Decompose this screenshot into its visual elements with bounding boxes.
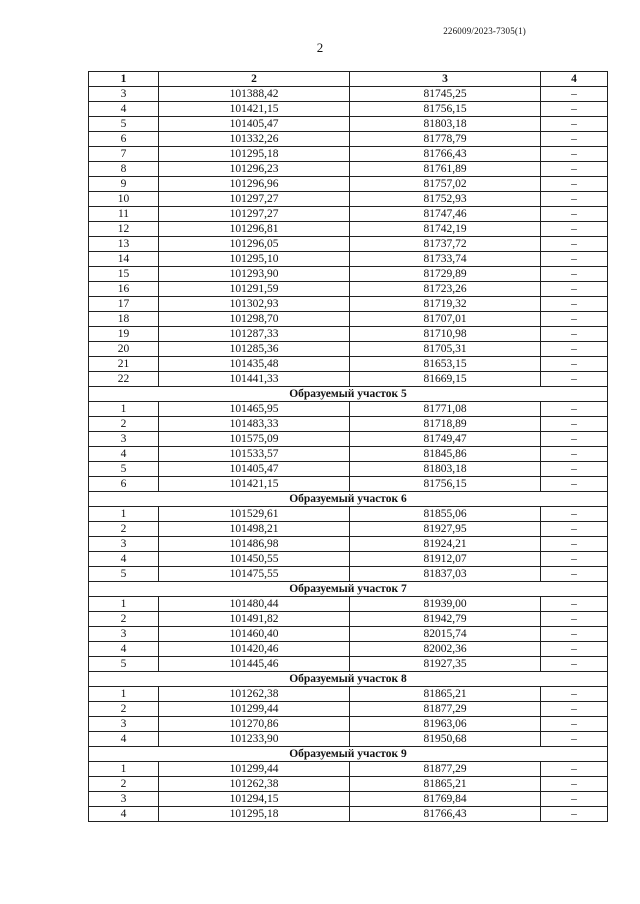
note-cell: – <box>541 552 608 567</box>
x-coordinate-cell: 101421,15 <box>159 102 350 117</box>
note-cell: – <box>541 477 608 492</box>
table-row <box>89 282 608 297</box>
point-number-cell: 3 <box>89 432 159 447</box>
point-number-cell: 5 <box>89 462 159 477</box>
table-row <box>89 537 608 552</box>
note-cell: – <box>541 732 608 747</box>
note-cell: – <box>541 657 608 672</box>
note-cell: – <box>541 792 608 807</box>
section-title: Образуемый участок 6 <box>89 492 608 507</box>
table-row <box>89 702 608 717</box>
x-coordinate-cell: 101529,61 <box>159 507 350 522</box>
y-coordinate-cell: 81705,31 <box>350 342 541 357</box>
x-coordinate-cell: 101475,55 <box>159 567 350 582</box>
y-coordinate-cell: 82015,74 <box>350 627 541 642</box>
y-coordinate-cell: 81912,07 <box>350 552 541 567</box>
point-number-cell: 16 <box>89 282 159 297</box>
point-number-cell: 9 <box>89 177 159 192</box>
y-coordinate-cell: 81950,68 <box>350 732 541 747</box>
x-coordinate-cell: 101270,86 <box>159 717 350 732</box>
x-coordinate-cell: 101296,05 <box>159 237 350 252</box>
section-row <box>89 492 608 507</box>
y-coordinate-cell: 81877,29 <box>350 762 541 777</box>
y-coordinate-cell: 81865,21 <box>350 687 541 702</box>
x-coordinate-cell: 101435,48 <box>159 357 350 372</box>
point-number-cell: 2 <box>89 417 159 432</box>
table-row <box>89 687 608 702</box>
table-row <box>89 612 608 627</box>
y-coordinate-cell: 81707,01 <box>350 312 541 327</box>
note-cell: – <box>541 522 608 537</box>
table-row <box>89 342 608 357</box>
note-cell: – <box>541 612 608 627</box>
section-row <box>89 672 608 687</box>
y-coordinate-cell: 81742,19 <box>350 222 541 237</box>
y-coordinate-cell: 81723,26 <box>350 282 541 297</box>
x-coordinate-cell: 101450,55 <box>159 552 350 567</box>
y-coordinate-cell: 81766,43 <box>350 807 541 822</box>
x-coordinate-cell: 101332,26 <box>159 132 350 147</box>
table-row <box>89 147 608 162</box>
point-number-cell: 1 <box>89 762 159 777</box>
x-coordinate-cell: 101262,38 <box>159 777 350 792</box>
table-row <box>89 192 608 207</box>
table-row <box>89 207 608 222</box>
y-coordinate-cell: 81778,79 <box>350 132 541 147</box>
y-coordinate-cell: 81865,21 <box>350 777 541 792</box>
note-cell: – <box>541 282 608 297</box>
note-cell: – <box>541 192 608 207</box>
y-coordinate-cell: 81942,79 <box>350 612 541 627</box>
y-coordinate-cell: 81877,29 <box>350 702 541 717</box>
note-cell: – <box>541 702 608 717</box>
point-number-cell: 4 <box>89 807 159 822</box>
column-header: 1 <box>89 72 159 87</box>
point-number-cell: 3 <box>89 792 159 807</box>
table-row <box>89 432 608 447</box>
y-coordinate-cell: 81669,15 <box>350 372 541 387</box>
note-cell: – <box>541 447 608 462</box>
y-coordinate-cell: 81803,18 <box>350 117 541 132</box>
point-number-cell: 4 <box>89 102 159 117</box>
table-row <box>89 807 608 822</box>
x-coordinate-cell: 101465,95 <box>159 402 350 417</box>
x-coordinate-cell: 101295,18 <box>159 807 350 822</box>
section-title: Образуемый участок 8 <box>89 672 608 687</box>
note-cell: – <box>541 402 608 417</box>
point-number-cell: 3 <box>89 87 159 102</box>
note-cell: – <box>541 642 608 657</box>
x-coordinate-cell: 101293,90 <box>159 267 350 282</box>
table-body <box>89 87 608 822</box>
note-cell: – <box>541 147 608 162</box>
point-number-cell: 4 <box>89 552 159 567</box>
section-title: Образуемый участок 5 <box>89 387 608 402</box>
point-number-cell: 18 <box>89 312 159 327</box>
column-header: 4 <box>541 72 608 87</box>
point-number-cell: 2 <box>89 702 159 717</box>
x-coordinate-cell: 101262,38 <box>159 687 350 702</box>
x-coordinate-cell: 101460,40 <box>159 627 350 642</box>
x-coordinate-cell: 101299,44 <box>159 702 350 717</box>
x-coordinate-cell: 101575,09 <box>159 432 350 447</box>
point-number-cell: 14 <box>89 252 159 267</box>
y-coordinate-cell: 81757,02 <box>350 177 541 192</box>
table-header-row <box>89 72 608 87</box>
y-coordinate-cell: 81718,89 <box>350 417 541 432</box>
point-number-cell: 1 <box>89 687 159 702</box>
y-coordinate-cell: 81924,21 <box>350 537 541 552</box>
note-cell: – <box>541 102 608 117</box>
section-row <box>89 387 608 402</box>
x-coordinate-cell: 101388,42 <box>159 87 350 102</box>
table-row <box>89 177 608 192</box>
point-number-cell: 3 <box>89 537 159 552</box>
note-cell: – <box>541 627 608 642</box>
section-title: Образуемый участок 7 <box>89 582 608 597</box>
column-header: 2 <box>159 72 350 87</box>
note-cell: – <box>541 342 608 357</box>
note-cell: – <box>541 252 608 267</box>
table-row <box>89 522 608 537</box>
table-row <box>89 357 608 372</box>
point-number-cell: 4 <box>89 732 159 747</box>
y-coordinate-cell: 81855,06 <box>350 507 541 522</box>
note-cell: – <box>541 432 608 447</box>
table-row <box>89 642 608 657</box>
note-cell: – <box>541 132 608 147</box>
y-coordinate-cell: 81769,84 <box>350 792 541 807</box>
point-number-cell: 3 <box>89 717 159 732</box>
table-row <box>89 792 608 807</box>
point-number-cell: 5 <box>89 567 159 582</box>
table-row <box>89 297 608 312</box>
point-number-cell: 1 <box>89 402 159 417</box>
note-cell: – <box>541 507 608 522</box>
x-coordinate-cell: 101498,21 <box>159 522 350 537</box>
y-coordinate-cell: 81745,25 <box>350 87 541 102</box>
y-coordinate-cell: 81803,18 <box>350 462 541 477</box>
y-coordinate-cell: 81747,46 <box>350 207 541 222</box>
x-coordinate-cell: 101405,47 <box>159 117 350 132</box>
x-coordinate-cell: 101480,44 <box>159 597 350 612</box>
y-coordinate-cell: 81653,15 <box>350 357 541 372</box>
y-coordinate-cell: 81837,03 <box>350 567 541 582</box>
x-coordinate-cell: 101483,33 <box>159 417 350 432</box>
point-number-cell: 11 <box>89 207 159 222</box>
point-number-cell: 2 <box>89 522 159 537</box>
document-id: 226009/2023-7305(1) <box>443 26 526 36</box>
point-number-cell: 22 <box>89 372 159 387</box>
x-coordinate-cell: 101296,96 <box>159 177 350 192</box>
x-coordinate-cell: 101295,10 <box>159 252 350 267</box>
y-coordinate-cell: 81939,00 <box>350 597 541 612</box>
point-number-cell: 6 <box>89 477 159 492</box>
table-row <box>89 447 608 462</box>
table-row <box>89 657 608 672</box>
x-coordinate-cell: 101299,44 <box>159 762 350 777</box>
table-row <box>89 117 608 132</box>
y-coordinate-cell: 81756,15 <box>350 477 541 492</box>
point-number-cell: 4 <box>89 642 159 657</box>
point-number-cell: 1 <box>89 507 159 522</box>
note-cell: – <box>541 717 608 732</box>
y-coordinate-cell: 81752,93 <box>350 192 541 207</box>
point-number-cell: 21 <box>89 357 159 372</box>
table-row <box>89 762 608 777</box>
table-row <box>89 132 608 147</box>
table-row <box>89 222 608 237</box>
note-cell: – <box>541 687 608 702</box>
note-cell: – <box>541 87 608 102</box>
x-coordinate-cell: 101298,70 <box>159 312 350 327</box>
x-coordinate-cell: 101441,33 <box>159 372 350 387</box>
section-row <box>89 747 608 762</box>
point-number-cell: 8 <box>89 162 159 177</box>
point-number-cell: 13 <box>89 237 159 252</box>
y-coordinate-cell: 81710,98 <box>350 327 541 342</box>
y-coordinate-cell: 81761,89 <box>350 162 541 177</box>
note-cell: – <box>541 237 608 252</box>
y-coordinate-cell: 81963,06 <box>350 717 541 732</box>
x-coordinate-cell: 101233,90 <box>159 732 350 747</box>
y-coordinate-cell: 81766,43 <box>350 147 541 162</box>
point-number-cell: 20 <box>89 342 159 357</box>
x-coordinate-cell: 101296,81 <box>159 222 350 237</box>
note-cell: – <box>541 762 608 777</box>
table-row <box>89 627 608 642</box>
note-cell: – <box>541 372 608 387</box>
point-number-cell: 6 <box>89 132 159 147</box>
table-row <box>89 267 608 282</box>
table-row <box>89 312 608 327</box>
column-header: 3 <box>350 72 541 87</box>
point-number-cell: 2 <box>89 612 159 627</box>
point-number-cell: 15 <box>89 267 159 282</box>
y-coordinate-cell: 81729,89 <box>350 267 541 282</box>
point-number-cell: 19 <box>89 327 159 342</box>
x-coordinate-cell: 101420,46 <box>159 642 350 657</box>
note-cell: – <box>541 417 608 432</box>
y-coordinate-cell: 81749,47 <box>350 432 541 447</box>
point-number-cell: 12 <box>89 222 159 237</box>
table-row <box>89 402 608 417</box>
y-coordinate-cell: 81737,72 <box>350 237 541 252</box>
point-number-cell: 7 <box>89 147 159 162</box>
note-cell: – <box>541 462 608 477</box>
point-number-cell: 3 <box>89 627 159 642</box>
table-row <box>89 732 608 747</box>
note-cell: – <box>541 777 608 792</box>
table-row <box>89 507 608 522</box>
point-number-cell: 4 <box>89 447 159 462</box>
coordinates-table <box>88 71 608 822</box>
note-cell: – <box>541 117 608 132</box>
x-coordinate-cell: 101296,23 <box>159 162 350 177</box>
note-cell: – <box>541 807 608 822</box>
note-cell: – <box>541 222 608 237</box>
x-coordinate-cell: 101445,46 <box>159 657 350 672</box>
y-coordinate-cell: 81756,15 <box>350 102 541 117</box>
note-cell: – <box>541 597 608 612</box>
y-coordinate-cell: 82002,36 <box>350 642 541 657</box>
x-coordinate-cell: 101491,82 <box>159 612 350 627</box>
section-title: Образуемый участок 9 <box>89 747 608 762</box>
note-cell: – <box>541 357 608 372</box>
note-cell: – <box>541 207 608 222</box>
x-coordinate-cell: 101295,18 <box>159 147 350 162</box>
table-row <box>89 552 608 567</box>
table-row <box>89 567 608 582</box>
table-row <box>89 102 608 117</box>
x-coordinate-cell: 101291,59 <box>159 282 350 297</box>
table-row <box>89 417 608 432</box>
table-row <box>89 87 608 102</box>
table-row <box>89 462 608 477</box>
x-coordinate-cell: 101294,15 <box>159 792 350 807</box>
x-coordinate-cell: 101287,33 <box>159 327 350 342</box>
note-cell: – <box>541 297 608 312</box>
point-number-cell: 5 <box>89 657 159 672</box>
table-row <box>89 252 608 267</box>
page-number: 2 <box>316 40 324 55</box>
x-coordinate-cell: 101421,15 <box>159 477 350 492</box>
table-row <box>89 477 608 492</box>
y-coordinate-cell: 81771,08 <box>350 402 541 417</box>
x-coordinate-cell: 101297,27 <box>159 207 350 222</box>
y-coordinate-cell: 81927,35 <box>350 657 541 672</box>
y-coordinate-cell: 81719,32 <box>350 297 541 312</box>
note-cell: – <box>541 267 608 282</box>
table-row <box>89 717 608 732</box>
note-cell: – <box>541 567 608 582</box>
note-cell: – <box>541 162 608 177</box>
point-number-cell: 1 <box>89 597 159 612</box>
table-row <box>89 237 608 252</box>
point-number-cell: 10 <box>89 192 159 207</box>
x-coordinate-cell: 101297,27 <box>159 192 350 207</box>
y-coordinate-cell: 81927,95 <box>350 522 541 537</box>
y-coordinate-cell: 81733,74 <box>350 252 541 267</box>
x-coordinate-cell: 101533,57 <box>159 447 350 462</box>
point-number-cell: 2 <box>89 777 159 792</box>
table-row <box>89 777 608 792</box>
table-row <box>89 597 608 612</box>
x-coordinate-cell: 101302,93 <box>159 297 350 312</box>
note-cell: – <box>541 327 608 342</box>
y-coordinate-cell: 81845,86 <box>350 447 541 462</box>
note-cell: – <box>541 312 608 327</box>
note-cell: – <box>541 177 608 192</box>
table-row <box>89 327 608 342</box>
x-coordinate-cell: 101285,36 <box>159 342 350 357</box>
table-row <box>89 372 608 387</box>
note-cell: – <box>541 537 608 552</box>
table-row <box>89 162 608 177</box>
point-number-cell: 17 <box>89 297 159 312</box>
point-number-cell: 5 <box>89 117 159 132</box>
x-coordinate-cell: 101405,47 <box>159 462 350 477</box>
x-coordinate-cell: 101486,98 <box>159 537 350 552</box>
section-row <box>89 582 608 597</box>
